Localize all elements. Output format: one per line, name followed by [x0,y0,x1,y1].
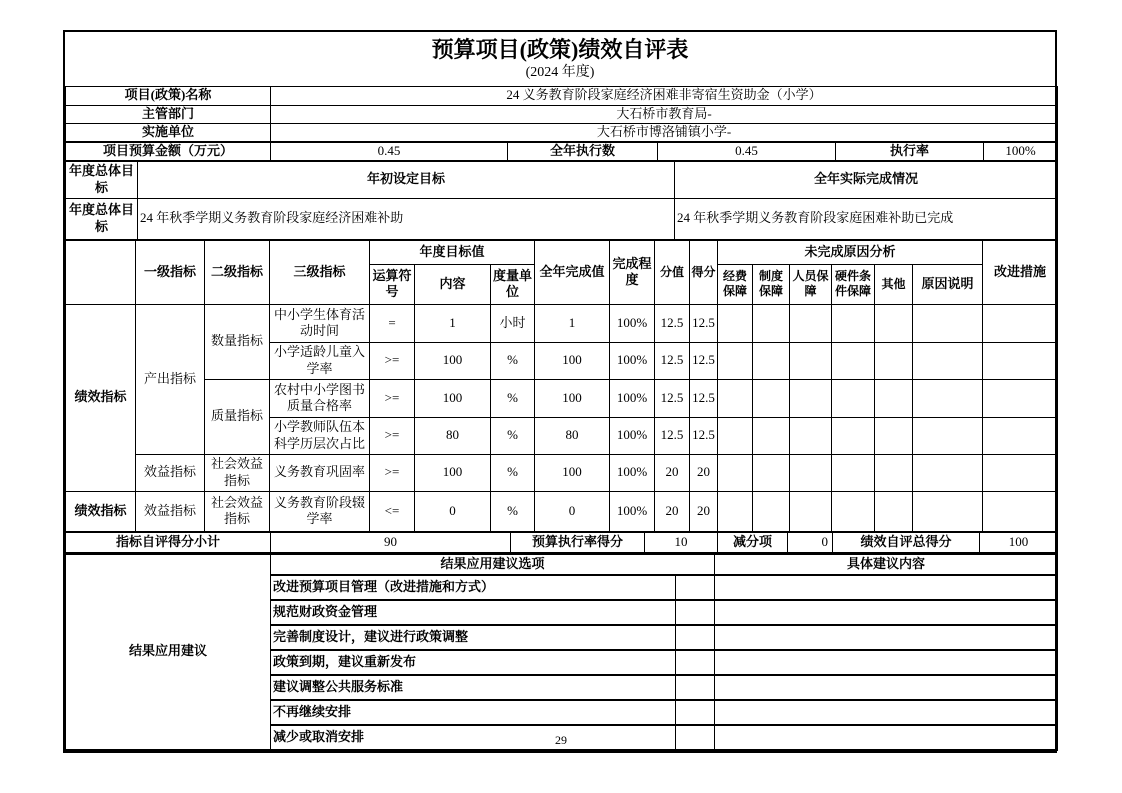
header-unfinished-group: 未完成原因分析 [718,240,983,264]
target-cell: 100 [415,342,491,379]
op-cell: >= [370,454,415,491]
improve-cell [983,454,1058,491]
unit-value: 大石桥市博洛铺镇小学- [271,123,1058,141]
header-level1: 一级指标 [136,240,205,304]
level2-cell: 质量指标 [205,379,270,454]
fund-cell [718,454,753,491]
level2-cell: 数量指标 [205,304,270,379]
actual-cell: 1 [535,304,610,342]
header-staff: 人员保障 [790,264,832,304]
level2-cell: 社会效益指标 [205,454,270,491]
option-label: 改进预算项目管理（改进措施和方式） [271,575,676,600]
suggestion-content-cell [715,575,1058,600]
header-fund: 经费保障 [718,264,753,304]
suggestion-content-cell [715,700,1058,725]
header-score: 分值 [655,240,690,304]
degree-cell: 100% [610,417,655,454]
op-cell: <= [370,491,415,531]
level3-cell: 小学适龄儿童入学率 [270,342,370,379]
got-cell: 12.5 [690,304,718,342]
actual-goal-header: 全年实际完成情况 [675,161,1058,198]
improve-cell [983,304,1058,342]
system-cell [753,304,790,342]
deduction-value: 0 [788,532,833,552]
reason-cell [913,342,983,379]
reason-cell [913,417,983,454]
score-cell: 12.5 [655,417,690,454]
score-cell: 12.5 [655,379,690,417]
unit-cell: % [491,379,535,417]
deduction-label: 减分项 [718,532,788,552]
staff-cell [790,304,832,342]
exec-label: 全年执行数 [508,142,658,160]
level1-cell: 效益指标 [136,491,205,531]
option-label: 完善制度设计，建议进行政策调整 [271,625,676,650]
system-cell [753,417,790,454]
hardware-cell [832,491,875,531]
result-application-label: 结果应用建议 [66,554,271,750]
indicator-row [66,379,1058,417]
level3-cell: 农村中小学图书质量合格率 [270,379,370,417]
header-op: 运算符号 [370,264,415,304]
annual-goal-label: 年度总体目标 [66,198,138,239]
op-cell: = [370,304,415,342]
header-actual: 全年完成值 [535,240,610,304]
indicators-table [65,240,1058,532]
page-title: 预算项目(政策)绩效自评表 [431,37,689,62]
content-header: 具体建议内容 [715,554,1058,575]
score-cell: 20 [655,454,690,491]
got-cell: 12.5 [690,379,718,417]
rate-value: 100% [984,142,1058,160]
header-level2: 二级指标 [205,240,270,304]
system-cell [753,491,790,531]
reason-cell [913,304,983,342]
option-checkbox-cell [676,700,715,725]
annual-goal-label: 年度总体目标 [66,161,138,198]
planned-goal-header: 年初设定目标 [138,161,675,198]
hardware-cell [832,304,875,342]
degree-cell: 100% [610,491,655,531]
reason-cell [913,379,983,417]
header-other: 其他 [875,264,913,304]
other-cell [875,454,913,491]
other-cell [875,417,913,454]
other-cell [875,342,913,379]
option-checkbox-cell [676,625,715,650]
exec-score-label: 预算执行率得分 [511,532,645,552]
suggestion-content-cell [715,675,1058,700]
staff-cell [790,342,832,379]
system-cell [753,342,790,379]
score-cell: 20 [655,491,690,531]
dept-label: 主管部门 [66,105,271,123]
degree-cell: 100% [610,379,655,417]
hardware-cell [832,454,875,491]
budget-value: 0.45 [271,142,508,160]
option-checkbox-cell [676,650,715,675]
system-cell [753,379,790,417]
actual-cell: 100 [535,379,610,417]
staff-cell [790,454,832,491]
budget-label: 项目预算金额（万元） [66,142,271,160]
suggestion-content-cell [715,625,1058,650]
other-cell [875,379,913,417]
fund-cell [718,304,753,342]
header-unit: 度量单位 [491,264,535,304]
exec-value: 0.45 [658,142,836,160]
info-table [65,86,1058,142]
actual-cell: 100 [535,454,610,491]
fund-cell [718,379,753,417]
self-evaluation-table [63,30,1057,753]
header-level3: 三级指标 [270,240,370,304]
option-checkbox-cell [676,575,715,600]
level3-cell: 中小学生体育活动时间 [270,304,370,342]
total-score-label: 绩效自评总得分 [833,532,980,552]
summary-table [65,532,1058,553]
header-degree: 完成程度 [610,240,655,304]
title-block [65,32,1055,86]
header-system: 制度保障 [753,264,790,304]
fund-cell [718,342,753,379]
improve-cell [983,417,1058,454]
op-cell: >= [370,342,415,379]
option-label: 不再继续安排 [271,700,676,725]
header-improve: 改进措施 [983,240,1058,304]
actual-cell: 80 [535,417,610,454]
improve-cell [983,491,1058,531]
option-checkbox-cell [676,675,715,700]
level1-cell: 效益指标 [136,454,205,491]
exec-score-value: 10 [645,532,718,552]
unit-cell: % [491,491,535,531]
staff-cell [790,417,832,454]
indicator-row [66,304,1058,342]
level3-cell: 义务教育阶段辍学率 [270,491,370,531]
level2-cell: 社会效益指标 [205,491,270,531]
rate-label: 执行率 [836,142,984,160]
level3-cell: 小学教师队伍本科学历层次占比 [270,417,370,454]
annual-goal-table [65,161,1058,240]
indicator-row [66,491,1058,531]
suggestion-content-cell [715,600,1058,625]
header-got: 得分 [690,240,718,304]
got-cell: 12.5 [690,342,718,379]
got-cell: 12.5 [690,417,718,454]
option-label: 规范财政资金管理 [271,600,676,625]
suggestion-content-cell [715,650,1058,675]
target-cell: 1 [415,304,491,342]
subtotal-label: 指标自评得分小计 [66,532,271,552]
fund-cell [718,491,753,531]
degree-cell: 100% [610,304,655,342]
section-label: 绩效指标 [66,304,136,491]
other-cell [875,491,913,531]
op-cell: >= [370,379,415,417]
unit-cell: % [491,454,535,491]
budget-table [65,142,1058,161]
option-label: 减少或取消安排 [271,725,676,750]
op-cell: >= [370,417,415,454]
got-cell: 20 [690,491,718,531]
options-header: 结果应用建议选项 [271,554,715,575]
staff-cell [790,491,832,531]
unit-cell: % [491,417,535,454]
staff-cell [790,379,832,417]
score-cell: 12.5 [655,342,690,379]
level1-cell: 产出指标 [136,304,205,454]
degree-cell: 100% [610,342,655,379]
actual-goal-text: 24 年秋季学期义务教育阶段家庭困难补助已完成 [675,198,1058,239]
unit-cell: % [491,342,535,379]
total-score-value: 100 [980,532,1058,552]
project-name-value: 24 义务教育阶段家庭经济困难非寄宿生资助金（小学） [271,86,1058,105]
option-label: 建议调整公共服务标准 [271,675,676,700]
unit-label: 实施单位 [66,123,271,141]
other-cell [875,304,913,342]
page-number: 29 [555,733,567,747]
improve-cell [983,342,1058,379]
hardware-cell [832,342,875,379]
hardware-cell [832,379,875,417]
page-subtitle: (2024 年度) [525,65,595,81]
actual-cell: 0 [535,491,610,531]
header-content: 内容 [415,264,491,304]
project-name-label: 项目(政策)名称 [66,86,271,105]
planned-goal-text: 24 年秋季学期义务教育阶段家庭经济困难补助 [138,198,675,239]
target-cell: 80 [415,417,491,454]
result-application-table [65,553,1058,751]
improve-cell [983,379,1058,417]
indicator-row [66,454,1058,491]
actual-cell: 100 [535,342,610,379]
reason-cell [913,491,983,531]
header-hardware: 硬件条件保障 [832,264,875,304]
target-cell: 100 [415,379,491,417]
target-cell: 0 [415,491,491,531]
subtotal-value: 90 [271,532,511,552]
reason-cell [913,454,983,491]
system-cell [753,454,790,491]
header-reason: 原因说明 [913,264,983,304]
section-label: 绩效指标 [66,491,136,531]
dept-value: 大石桥市教育局- [271,105,1058,123]
got-cell: 20 [690,454,718,491]
fund-cell [718,417,753,454]
indicators-corner-cell [66,240,136,304]
option-label: 政策到期，建议重新发布 [271,650,676,675]
degree-cell: 100% [610,454,655,491]
hardware-cell [832,417,875,454]
header-target-group: 年度目标值 [370,240,535,264]
level3-cell: 义务教育巩固率 [270,454,370,491]
option-checkbox-cell [676,600,715,625]
score-cell: 12.5 [655,304,690,342]
unit-cell: 小时 [491,304,535,342]
target-cell: 100 [415,454,491,491]
